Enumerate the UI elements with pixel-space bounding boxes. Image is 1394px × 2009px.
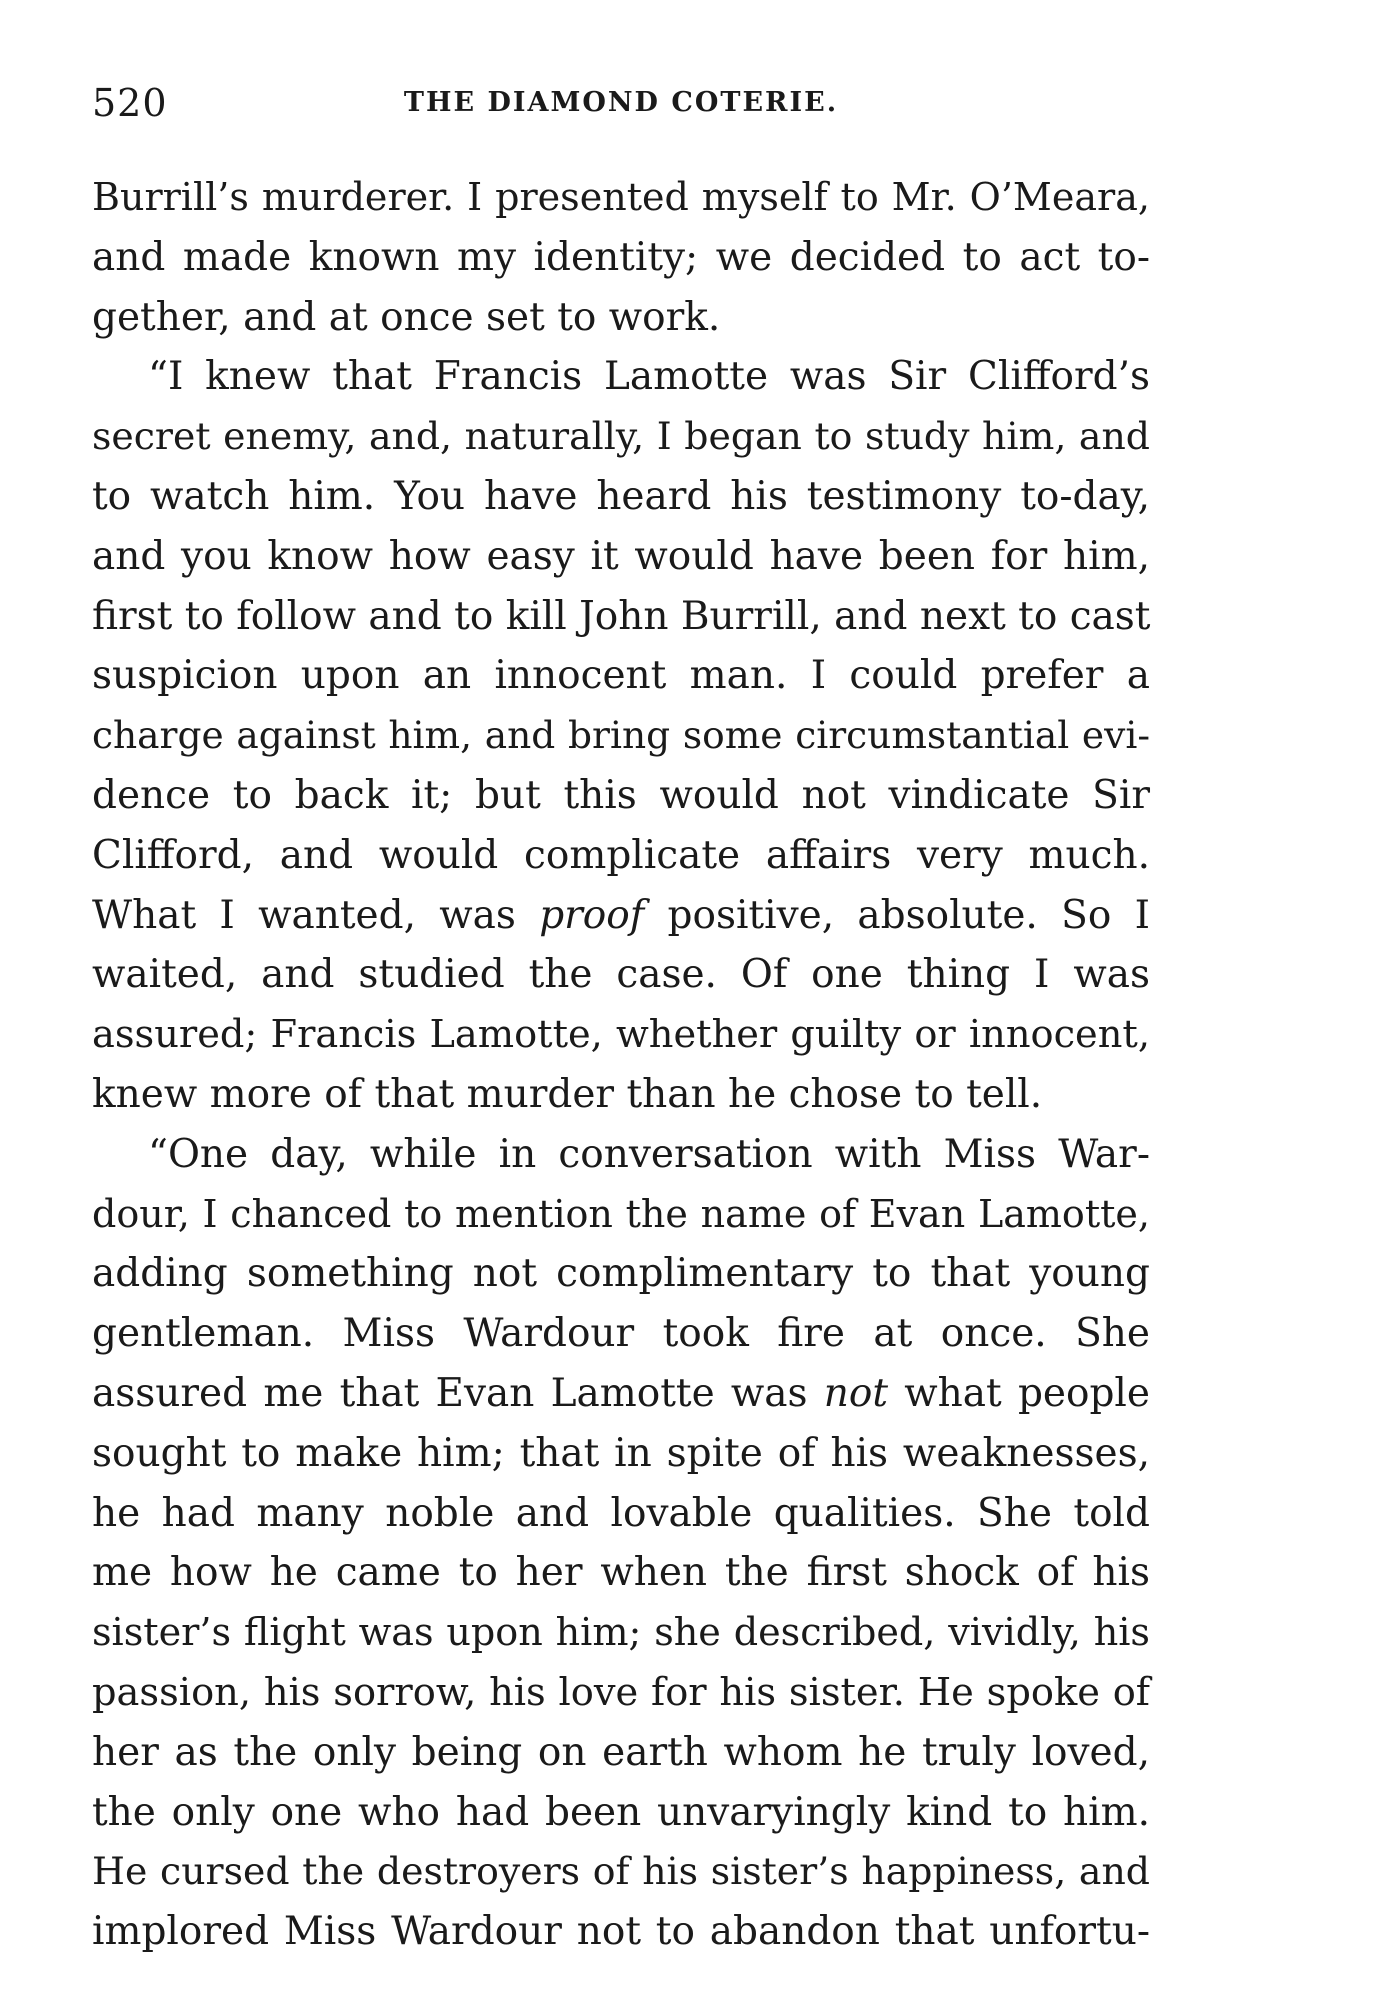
text-line: and made known my identity; we decided to act to- — [92, 234, 1150, 280]
page-header — [92, 78, 1150, 128]
text-line: adding something not complimentary to that young — [92, 1251, 1150, 1297]
text-line: assured me that Evan Lamotte was not what people — [92, 1370, 1150, 1416]
italic-emphasis: not — [823, 1370, 889, 1416]
text-line: Clifford, and would complicate affairs very much. — [92, 832, 1150, 878]
text-line: implored Miss Wardour not to abandon that unfortu- — [92, 1909, 1150, 1955]
text-line: the only one who had been unvaryingly kind to him. — [92, 1789, 1150, 1835]
text-line: suspicion upon an innocent man. I could prefer a — [92, 653, 1150, 699]
text-line: assured; Francis Lamotte, whether guilty or innocent, — [92, 1012, 1150, 1058]
text-line: charge against him, and bring some circumstantial evi- — [92, 713, 1150, 758]
text-line: What I wanted, was proof positive, absolute. So I — [92, 892, 1151, 938]
text-line: gether, and at once set to work. — [92, 294, 721, 340]
text-line: “One day, while in conversation with Miss War- — [148, 1131, 1150, 1177]
text-line: sister’s flight was upon him; she described, vividly, his — [92, 1610, 1150, 1655]
body-text — [92, 168, 1150, 1962]
text-line: passion, his sorrow, his love for his sister. He spoke of — [92, 1669, 1150, 1715]
text-line: “I knew that Francis Lamotte was Sir Clifford’s — [148, 354, 1150, 400]
text-line: gentleman. Miss Wardour took fire at once. She — [92, 1311, 1150, 1357]
page-number: 520 — [92, 81, 168, 125]
text-line: knew more of that murder than he chose to tell. — [92, 1071, 1043, 1117]
text-line: Burrill’s murderer. I presented myself to Mr. O’Meara, — [92, 175, 1150, 219]
italic-emphasis: proof — [539, 892, 645, 938]
text-line: secret enemy, and, naturally, I began to study him, and — [92, 414, 1150, 459]
text-line: her as the only being on earth whom he truly loved, — [92, 1729, 1150, 1775]
text-line: to watch him. You have heard his testimony to-day, — [92, 473, 1150, 519]
text-line: and you know how easy it would have been for him, — [92, 533, 1150, 579]
text-line: waited, and studied the case. Of one thing I was — [92, 952, 1150, 998]
text-line: me how he came to her when the first shock of his — [92, 1550, 1150, 1596]
text-line: dour, I chanced to mention the name of Evan Lamotte, — [92, 1191, 1150, 1236]
text-line: he had many noble and lovable qualities. She told — [92, 1490, 1150, 1536]
text-line: He cursed the destroyers of his sister’s happiness, and — [92, 1849, 1150, 1894]
text-line: dence to back it; but this would not vindicate Sir — [92, 772, 1150, 818]
text-line: sought to make him; that in spite of his weaknesses, — [92, 1430, 1150, 1476]
text-line: first to follow and to kill John Burrill, and next to cast — [92, 593, 1151, 639]
running-title: THE DIAMOND COTERIE. — [403, 87, 839, 118]
